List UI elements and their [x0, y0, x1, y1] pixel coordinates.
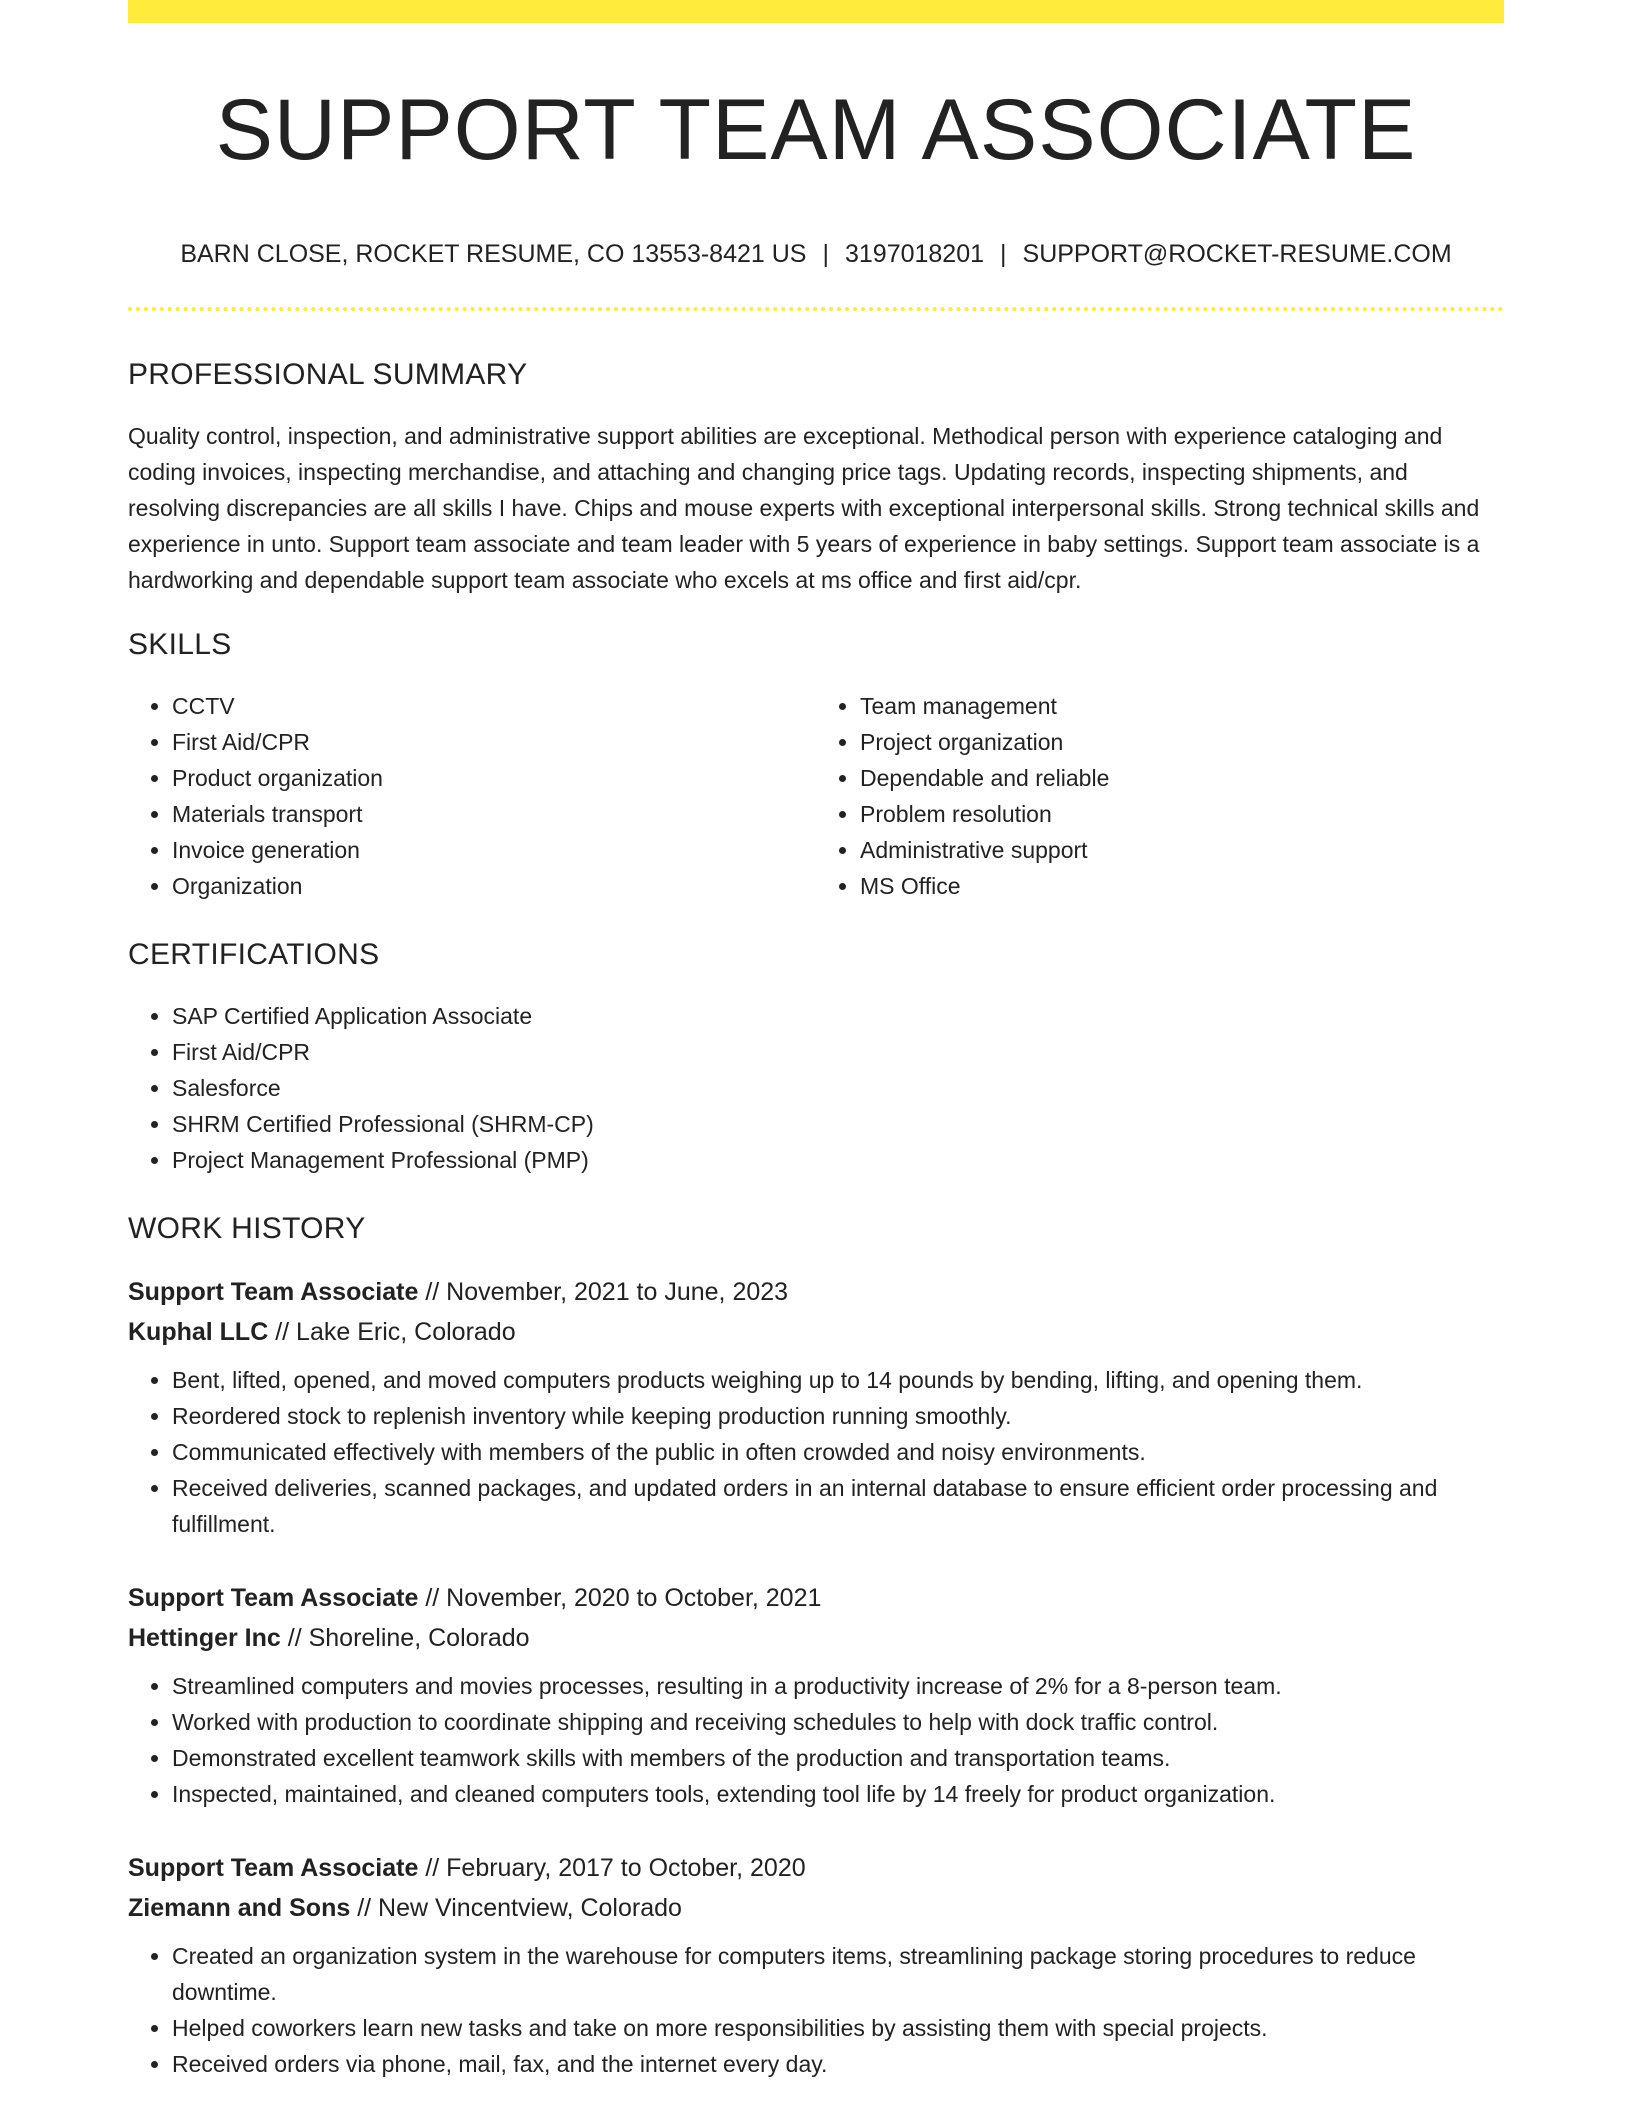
- job-company-line: [128, 1618, 1504, 1658]
- certifications-heading: CERTIFICATIONS: [128, 938, 380, 971]
- skill-item: • Dependable and reliable: [860, 760, 1504, 796]
- summary-text: Quality control, inspection, and administrative support abilities are exceptional. Methodical person with experience cataloging and coding invoices, inspecting merchandise, and attaching and changing price tags. Updating records, inspecting shipments, and resolving discrepancies are all skills I have. Chips and mouse experts with exceptional interpersonal skills. Strong technical skills and experience in unto. Support team associate and team leader with 5 years of experience in baby settings. Support team associate is a hardworking and dependable support team associate who excels at ms office and first aid/cpr.: [128, 423, 1480, 593]
- job-dates: // November, 2021 to June, 2023: [425, 1278, 789, 1306]
- skill-item: • Problem resolution: [860, 796, 1504, 832]
- certification-item: • SAP Certified Application Associate: [172, 998, 1504, 1034]
- skill-item: • CCTV: [172, 688, 816, 724]
- job-location: // Shoreline, Colorado: [287, 1624, 530, 1652]
- skill-item: • MS Office: [860, 868, 1504, 904]
- job-bullet: • Received orders via phone, mail, fax, and the internet every day.: [172, 2046, 1504, 2082]
- job-company: Ziemann and Sons: [128, 1894, 351, 1922]
- contact-email: SUPPORT@ROCKET-RESUME.COM: [1022, 240, 1452, 268]
- skill-item: • Team management: [860, 688, 1504, 724]
- job-title-line: [128, 1272, 1504, 1312]
- skill-item: • Project organization: [860, 724, 1504, 760]
- job-dates: // November, 2020 to October, 2021: [425, 1584, 822, 1612]
- job-bullets: [128, 1938, 1504, 2082]
- contact-address: BARN CLOSE, ROCKET RESUME, CO 13553-8421 US: [180, 240, 807, 268]
- skill-item: • Organization: [172, 868, 816, 904]
- job-title: Support Team Associate: [128, 1854, 419, 1882]
- skills-section: [128, 620, 1504, 904]
- job-location: // Lake Eric, Colorado: [275, 1318, 516, 1346]
- job-company-line: [128, 1312, 1504, 1352]
- certification-item: • First Aid/CPR: [172, 1034, 1504, 1070]
- job-company-line: [128, 1888, 1504, 1928]
- skill-item: • Product organization: [172, 760, 816, 796]
- certification-item: • SHRM Certified Professional (SHRM-CP): [172, 1106, 1504, 1142]
- skills-list-right: [816, 688, 1504, 904]
- job-bullet: • Received deliveries, scanned packages, and updated orders in an internal database to ensure efficient order processing and fulfillment.: [172, 1470, 1504, 1542]
- job-bullet: • Inspected, maintained, and cleaned computers tools, extending tool life by 14 freely for product organization.: [172, 1776, 1504, 1812]
- job-bullet: • Communicated effectively with members of the public in often crowded and noisy environments.: [172, 1434, 1504, 1470]
- accent-bar: [128, 0, 1504, 23]
- job-entry: [128, 1272, 1504, 1542]
- certification-item: • Salesforce: [172, 1070, 1504, 1106]
- work-history-section: [128, 1204, 1504, 2082]
- job-title: Support Team Associate: [128, 1584, 419, 1612]
- skill-item: • Invoice generation: [172, 832, 816, 868]
- work-history-heading: WORK HISTORY: [128, 1212, 366, 1245]
- certification-item: • Project Management Professional (PMP): [172, 1142, 1504, 1178]
- skill-item: • Administrative support: [860, 832, 1504, 868]
- job-bullet: • Worked with production to coordinate shipping and receiving schedules to help with dock traffic control.: [172, 1704, 1504, 1740]
- summary-heading: PROFESSIONAL SUMMARY: [128, 358, 528, 391]
- job-entry: [128, 1848, 1504, 2082]
- job-company: Hettinger Inc: [128, 1624, 281, 1652]
- job-title-line: [128, 1848, 1504, 1888]
- contact-line: [128, 236, 1504, 272]
- job-location: // New Vincentview, Colorado: [357, 1894, 682, 1922]
- job-bullet: • Demonstrated excellent teamwork skills with members of the production and transportation teams.: [172, 1740, 1504, 1776]
- skills-heading: SKILLS: [128, 628, 232, 661]
- job-bullet: • Helped coworkers learn new tasks and take on more responsibilities by assisting them with special projects.: [172, 2010, 1504, 2046]
- certifications-section: [128, 930, 1504, 1178]
- job-company: Kuphal LLC: [128, 1318, 269, 1346]
- certifications-list: [128, 998, 1504, 1178]
- job-bullets: [128, 1362, 1504, 1542]
- job-bullets: [128, 1668, 1504, 1812]
- skills-list-left: [128, 688, 816, 904]
- job-dates: // February, 2017 to October, 2020: [425, 1854, 806, 1882]
- summary-section: [128, 350, 1504, 598]
- skills-columns: [128, 688, 1504, 904]
- contact-separator: |: [822, 240, 829, 268]
- resume-content: [128, 350, 1504, 2118]
- job-bullet: • Bent, lifted, opened, and moved computers products weighing up to 14 pounds by bending, lifting, and opening them.: [172, 1362, 1504, 1398]
- contact-phone: 3197018201: [844, 240, 985, 268]
- job-title: Support Team Associate: [128, 1278, 419, 1306]
- contact-separator: |: [1000, 240, 1007, 268]
- skill-item: • Materials transport: [172, 796, 816, 832]
- job-title-line: [128, 1578, 1504, 1618]
- job-bullet: • Streamlined computers and movies processes, resulting in a productivity increase of 2% for a 8-person team.: [172, 1668, 1504, 1704]
- job-bullet: • Created an organization system in the warehouse for computers items, streamlining package storing procedures to reduce downtime.: [172, 1938, 1504, 2010]
- job-entry: [128, 1578, 1504, 1812]
- dotted-divider: [128, 307, 1504, 311]
- job-bullet: • Reordered stock to replenish inventory while keeping production running smoothly.: [172, 1398, 1504, 1434]
- skill-item: • First Aid/CPR: [172, 724, 816, 760]
- page-title: SUPPORT TEAM ASSOCIATE: [215, 82, 1417, 178]
